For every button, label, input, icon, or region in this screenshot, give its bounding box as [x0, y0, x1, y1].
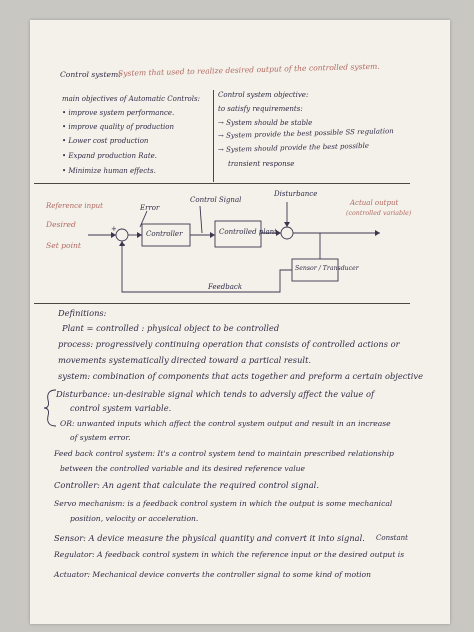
objectives-right-sub: to satisfy requirements: — [218, 105, 303, 113]
objective-right-item: → System should provide the best possible — [217, 141, 370, 154]
control-signal-leader-line — [200, 206, 202, 233]
disturbance-junction — [281, 227, 293, 239]
definition-line: between the controlled variable and its desired reference value — [60, 464, 306, 473]
feedback-path — [122, 241, 292, 292]
section-divider-bottom — [34, 303, 410, 304]
controlled-variable-label: (controlled variable) — [346, 210, 412, 217]
objectives-left-heading: main objectives of Automatic Controls: — [62, 95, 200, 103]
actual-output-label: Actual output — [350, 199, 399, 207]
control-signal-label: Control Signal — [190, 196, 242, 204]
sensor-label: Sensor / Transducer — [295, 265, 359, 272]
definition-line: Regulator: A feedback control system in which the reference input or the desired output is — [54, 550, 405, 559]
definition-line: Servo mechanism: is a feedback control system in which the output is some mechanical — [54, 499, 393, 508]
arrowhead — [375, 230, 380, 236]
disturbance-label: Disturbance — [274, 190, 318, 198]
objective-right-item: transient response — [228, 160, 295, 168]
definition-line: Controller: An agent that calculate the required control signal. — [54, 480, 319, 490]
definition-line: movements systematically directed toward a partical result. — [58, 355, 312, 365]
definition-line: system: combination of components that acts together and preform a certain objective — [58, 371, 423, 381]
definition-line: position, velocity or acceleration. — [70, 514, 199, 523]
error-label: Error — [140, 204, 160, 212]
controller-label: Controller — [146, 230, 183, 238]
definition-line: Disturbance: un-desirable signal which tends to adversly affect the value of — [56, 389, 375, 399]
definition-line: of system error. — [70, 433, 131, 442]
objective-right-item: → System provide the best possible SS regulation — [217, 127, 394, 140]
arrowhead — [210, 232, 215, 238]
summing-junction — [116, 229, 128, 241]
control-system-label: Control system: — [60, 70, 121, 79]
reference-input-label: Reference input — [46, 202, 103, 210]
definitions-heading: Definitions: — [58, 308, 107, 318]
arrowhead — [137, 232, 142, 238]
feedback-label: Feedback — [208, 283, 243, 291]
objective-item: • Minimize human effects. — [62, 167, 156, 175]
controlled-plant-label: Controlled plant — [219, 228, 277, 236]
definition-line: OR: unwanted inputs which affect the control system output and result in an increase — [60, 419, 391, 428]
objective-item: • improve system performance. — [62, 109, 175, 117]
definition-line: Feed back control system: It's a control system tend to maintain prescribed relationship — [54, 449, 394, 458]
definition-line: Sensor: A device measure the physical quantity and convert it into signal. — [54, 533, 365, 543]
objective-item: • improve quality of production — [62, 123, 174, 131]
definition-line: Actuator: Mechanical device converts the controller signal to some kind of motion — [54, 570, 372, 579]
sensor-tail-word: Constant — [376, 534, 408, 542]
arrowhead — [284, 222, 290, 227]
definition-line: Plant = controlled : physical object to be controlled — [62, 323, 280, 333]
plus-sign: + — [111, 225, 117, 233]
objective-item: • Expand production Rate. — [62, 152, 158, 160]
objectives-right-heading: Control system objective: — [218, 91, 309, 99]
objective-item: • Lower cost production — [62, 137, 149, 145]
error-leader-line — [140, 211, 147, 227]
brace-mark — [42, 388, 62, 428]
definition-line: control system variable. — [70, 403, 172, 413]
notebook-page — [30, 20, 450, 624]
control-system-definition: System that used to realize desired output of the controlled system. — [117, 61, 380, 78]
minus-sign: - — [123, 241, 126, 249]
definition-line: process: progressively continuing operation that consists of controlled actions or — [58, 339, 400, 349]
objective-right-item: → System should be stable — [218, 119, 313, 127]
setpoint-label: Set point — [46, 241, 81, 250]
desired-label: Desired — [46, 220, 76, 229]
